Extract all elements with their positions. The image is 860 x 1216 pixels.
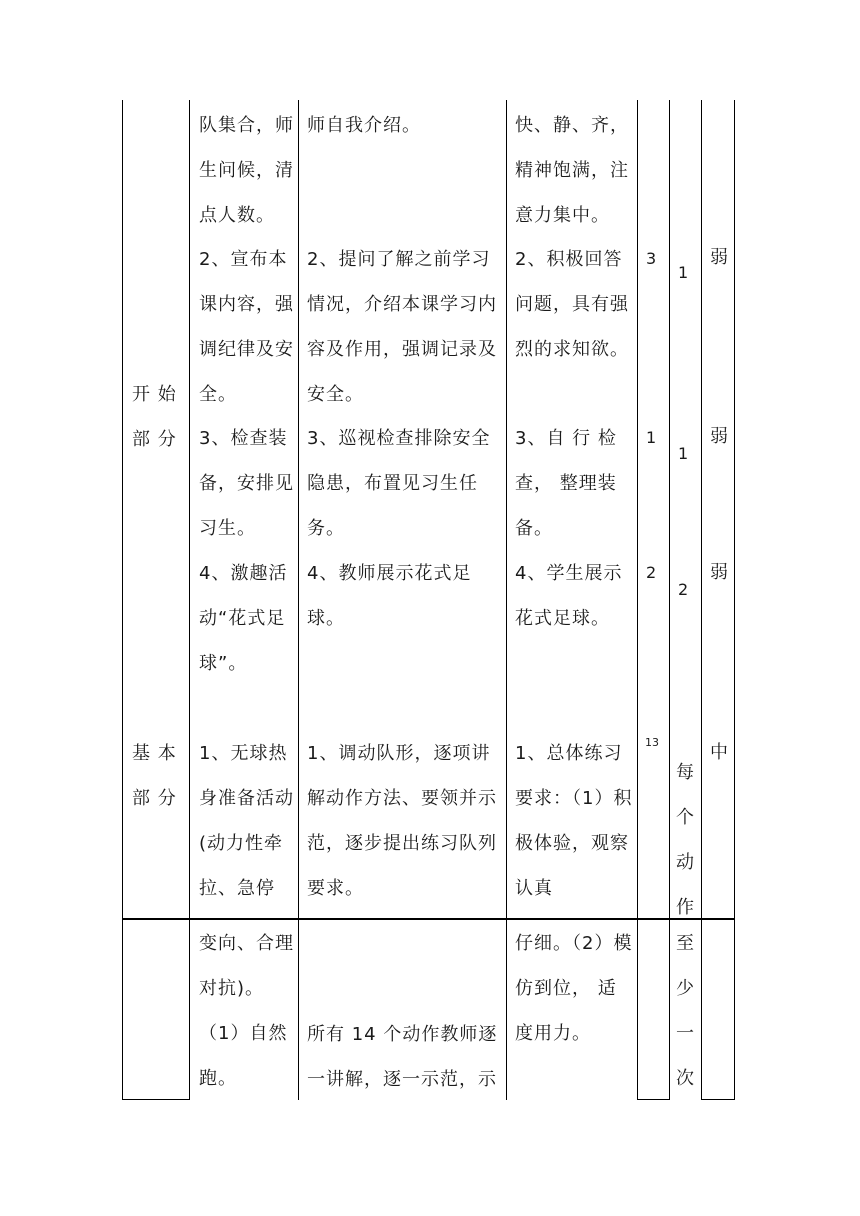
bottom-col-b: 至少一次 xyxy=(676,933,694,1089)
table-divider-4-bottom xyxy=(637,918,638,1100)
row-2-col-a: 3 xyxy=(646,249,657,268)
table-bottom-edge-left xyxy=(122,1099,190,1100)
row-3-student: 3、自 行 检查， 整理装备。 xyxy=(515,428,617,539)
row-3-col-b: 1 xyxy=(678,444,689,463)
row-4-student: 4、学生展示花式足球。 xyxy=(515,563,623,629)
row-1-content: 队集合，师生问候，清点人数。 xyxy=(199,115,294,226)
table-bottom-edge-c xyxy=(701,1099,735,1100)
table-border-left xyxy=(122,100,123,920)
row-5-col-a: 13 xyxy=(645,736,659,749)
row-4-intensity: 弱 xyxy=(710,562,728,583)
table-border-right xyxy=(734,100,735,920)
table-divider-3 xyxy=(506,100,507,920)
row-5-student: 1、总体练习要求：（1）积极体验，观察认真 xyxy=(515,743,633,899)
row-3-intensity: 弱 xyxy=(710,426,728,447)
table-divider-6 xyxy=(701,100,702,920)
table-divider-2 xyxy=(298,100,299,920)
section-label-basic: 基 本 部 分 xyxy=(132,743,177,809)
table-divider-1 xyxy=(189,100,190,920)
table-divider-5 xyxy=(669,100,670,920)
row-4-col-b: 2 xyxy=(678,580,689,599)
table-divider-1-bottom xyxy=(189,918,190,1100)
row-2-teacher: 2、提问了解之前学习情况，介绍本课学习内容及作用，强调记录及安全。 xyxy=(307,249,497,405)
table-border-right-bottom xyxy=(734,918,735,1100)
row-3-col-a: 1 xyxy=(646,428,657,447)
table-divider-2-bottom xyxy=(298,918,299,1100)
bottom-teacher: 所有 14 个动作教师逐一讲解，逐一示范，示 xyxy=(307,1024,498,1090)
row-2-intensity: 弱 xyxy=(710,247,728,268)
row-3-content: 3、检查装备，安排见习生。 xyxy=(199,428,294,539)
row-5-content: 1、无球热身准备活动(动力性牵拉、急停 xyxy=(199,743,294,899)
row-2-col-b: 1 xyxy=(678,263,689,282)
row-3-teacher: 3、巡视检查排除安全隐患，布置见习生任务。 xyxy=(307,428,491,539)
table-border-left-bottom xyxy=(122,918,123,1100)
row-2-content: 2、宣布本课内容，强调纪律及安全。 xyxy=(199,249,294,405)
bottom-student: 仔细。（2）模仿到位， 适度用力。 xyxy=(515,933,633,1044)
row-5-intensity: 中 xyxy=(710,742,728,763)
row-1-student: 快、静、齐，精神饱满，注意力集中。 xyxy=(515,115,629,226)
table-bottom-edge-a xyxy=(637,1099,670,1100)
row-4-content: 4、激趣活动“花式足球”。 xyxy=(199,563,288,674)
table-divider-3-bottom xyxy=(506,918,507,1100)
row-5-teacher: 1、调动队形，逐项讲解动作方法、要领并示范，逐步提出练习队列要求。 xyxy=(307,743,497,899)
row-4-col-a: 2 xyxy=(646,563,657,582)
row-2-student: 2、积极回答问题，具有强烈的求知欲。 xyxy=(515,249,629,360)
block-separator xyxy=(122,918,735,920)
row-1-teacher: 师自我介绍。 xyxy=(307,115,421,136)
table-divider-4 xyxy=(637,100,638,920)
row-4-teacher: 4、教师展示花式足球。 xyxy=(307,563,472,629)
bottom-content: 变向、合理对抗)。（1）自然跑。 xyxy=(199,933,294,1089)
table-divider-6-bottom xyxy=(701,918,702,1100)
table-divider-5-bottom xyxy=(669,918,670,1100)
section-label-start: 开 始 部 分 xyxy=(132,384,177,450)
row-5-col-b: 每个动作 xyxy=(676,762,694,918)
